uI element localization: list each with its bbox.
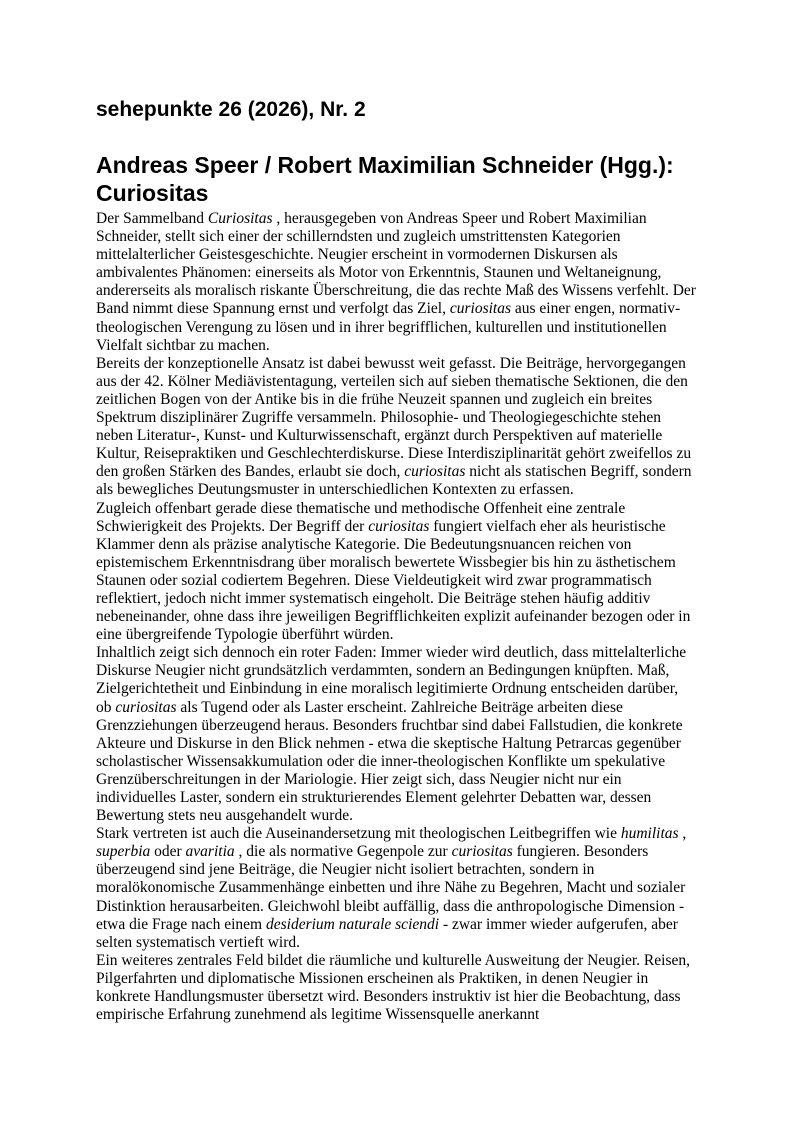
- paragraph-5: Stark vertreten ist auch die Auseinandersetzung mit theologischen Leitbegriffen wie humilitas , superbia oder avaritia , die als normative Gegenpole zur curiositas fungieren. Besonders überzeugend sind jene Beiträge, die Neugier nicht isoliert betrachten, sondern in moralökonomische Zusammenhänge einbetten und ihre Nähe zu Begehren, Macht und sozialer Distinktion herausarbeiten. Gleichwohl bleibt auffällig, dass die anthropologische Dimension - etwa die Frage nach einem desiderium naturale sciendi - zwar immer wieder aufgerufen, aber selten systematisch vertieft wird.: [96, 825, 687, 951]
- review-title-book: Curiositas: [96, 180, 209, 206]
- paragraph-4: Inhaltlich zeigt sich dennoch ein roter Faden: Immer wieder wird deutlich, dass mittelalterliche Diskurse Neugier nicht grundsätzlich verdammten, sondern an Bedingungen knüpften. Maß, Zielgerichtetheit und Einbindung in eine moralisch legitimierte Ordnung entscheiden darüber, ob curiositas als Tugend oder als Laster erscheint. Zahlreiche Beiträge arbeiten diese Grenzziehungen überzeugend heraus. Besonders fruchtbar sind dabei Fallstudien, die konkrete Akteure und Diskurse in den Blick nehmen - etwa die skeptische Haltung Petrarcas gegenüber scholastischer Wissensakkumulation oder die inner-theologischen Konflikte um spekulative Grenzüberschreitungen in der Mariologie. Hier zeigt sich, dass Neugier nicht nur ein individuelles Laster, sondern ein strukturierendes Element gelehrter Debatten war, dessen Bewertung stets neu ausgehandelt wurde.: [96, 644, 687, 825]
- review-body: [96, 210, 696, 1024]
- paragraph-1: Der Sammelband Curiositas , herausgegeben von Andreas Speer und Robert Maximilian Schneider, stellt sich einer der schillerndsten und zugleich umstrittensten Kategorien mittelalterlicher Geistesgeschichte. Neugier erscheint in vormodernen Diskursen als ambivalentes Phänomen: einerseits als Motor von Erkenntnis, Staunen und Weltaneignung, andererseits als moralisch riskante Überschreitung, die das rechte Maß des Wissens verfehlt. Der Band nimmt diese Spannung ernst und verfolgt das Ziel, curiositas aus einer engen, normativ-theologischen Verengung zu lösen und in ihrer begrifflichen, kulturellen und institutionellen Vielfalt sichtbar zu machen.: [96, 210, 696, 354]
- document-page: [96, 96, 696, 1024]
- paragraph-2: Bereits der konzeptionelle Ansatz ist dabei bewusst weit gefasst. Die Beiträge, hervorgegangen aus der 42. Kölner Mediävistentagung, verteilen sich auf sieben thematische Sektionen, die den zeitlichen Bogen von der Antike bis in die frühe Neuzeit spannen und zugleich ein breites Spektrum disziplinärer Zugriffe versammeln. Philosophie- und Theologiegeschichte stehen neben Literatur-, Kunst- und Kulturwissenschaft, ergänzt durch Perspektiven auf materielle Kultur, Reisepraktiken und Geschlechterdiskurse. Diese Interdisziplinarität gehört zweifellos zu den großen Stärken des Bandes, erlaubt sie doch, curiositas nicht als statischen Begriff, sondern als bewegliches Deutungsmuster in unterschiedlichen Kontexten zu erfassen.: [96, 354, 692, 499]
- paragraph-6: Ein weiteres zentrales Feld bildet die räumliche und kulturelle Ausweitung der Neugier. Reisen, Pilgerfahrten und diplomatische Missionen erscheinen als Praktiken, in denen Neugier in konkrete Handlungsmuster übersetzt wird. Besonders instruktiv ist hier die Beobachtung, dass empirische Erfahrung zunehmend als legitime Wissensquelle anerkannt: [96, 951, 690, 1024]
- paragraph-3: Zugleich offenbart gerade diese thematische und methodische Offenheit eine zentrale Schwierigkeit des Projekts. Der Begriff der curiositas fungiert vielfach eher als heuristische Klammer denn als präzise analytische Kategorie. Die Bedeutungsnuancen reichen von epistemischem Erkenntnisdrang über moralisch bewertete Wissbegier bis hin zu ästhetischem Staunen oder sozial codiertem Begehren. Diese Vieldeutigkeit wird zwar programmatisch reflektiert, jedoch nicht immer systematisch eingeholt. Die Beiträge stehen häufig additiv nebeneinander, ohne dass ihre jeweiligen Begrifflichkeiten explizit aufeinander bezogen oder in eine übergreifende Typologie überführt würden.: [96, 499, 691, 644]
- review-title: [96, 151, 696, 207]
- journal-issue-heading: sehepunkte 26 (2026), Nr. 2: [96, 98, 366, 121]
- review-title-editors: Andreas Speer / Robert Maximilian Schneider (Hgg.):: [96, 152, 674, 178]
